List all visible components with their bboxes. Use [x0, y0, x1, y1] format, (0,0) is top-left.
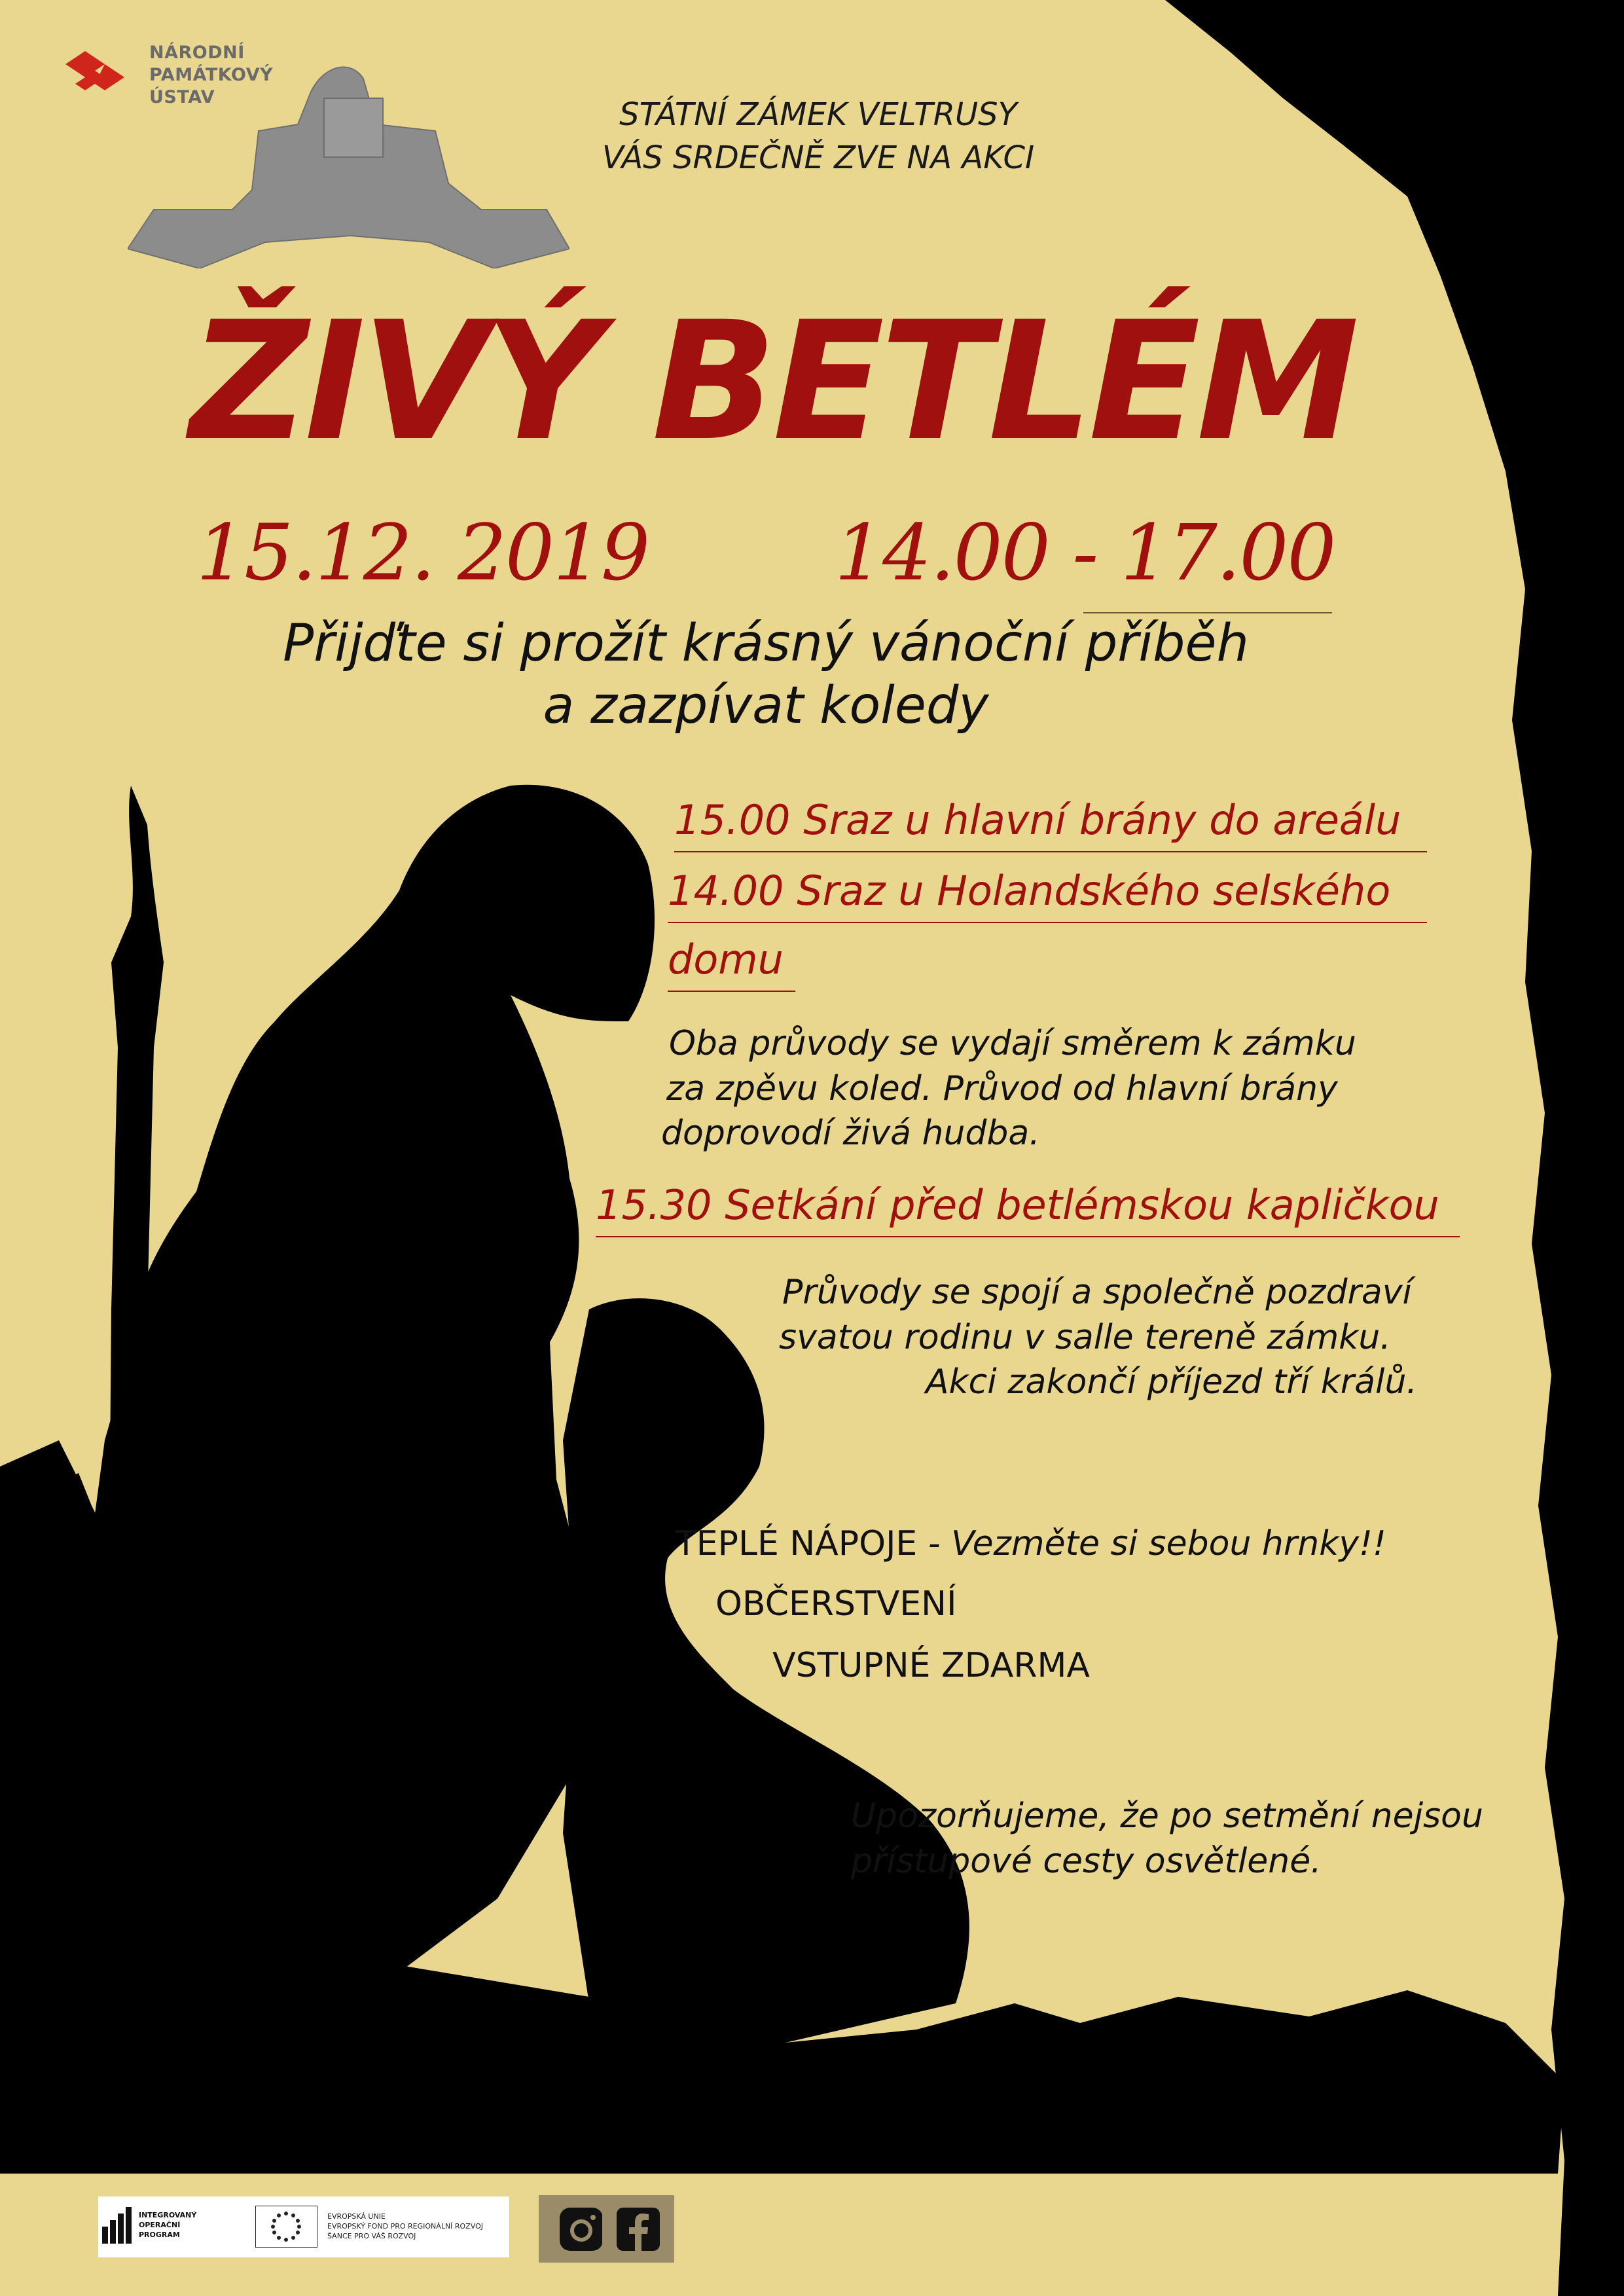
eu-text — [327, 2212, 483, 2242]
program-item-chapel: 15.30 Setkání před betlémskou kapličkou — [596, 1185, 1460, 1237]
program-note-processions — [661, 1021, 1356, 1156]
program-item-dutch-house: 14.00 Sraz u Holandského selského — [668, 871, 1427, 923]
subtitle-line: a zazpívat koledy — [543, 676, 989, 736]
warning-line: Upozorňujeme, že po setmění nejsou — [851, 1796, 1483, 1836]
eu-line: EVROPSKÁ UNIE — [327, 2212, 386, 2221]
note-line: svatou rodinu v salle tereně zámku. — [779, 1317, 1391, 1357]
note-line: doprovodí živá hudba. — [661, 1114, 1040, 1154]
event-date: 15.12. 2019 — [196, 507, 649, 598]
eu-line: ŠANCE PRO VÁŠ ROZVOJ — [327, 2231, 416, 2240]
facebook-link[interactable] — [602, 2195, 674, 2263]
program-item-dutch-house-cont: domu — [668, 939, 795, 992]
warning-line: přístupové cesty osvětlené. — [851, 1841, 1322, 1881]
funding-logos-bar — [98, 2196, 509, 2257]
event-time: 14.00 - 17.00 — [835, 507, 1335, 598]
subtitle-line: Přijďte si prožít krásný vánoční příběh — [283, 614, 1249, 673]
eu-flag-icon — [255, 2206, 317, 2248]
instagram-icon — [557, 2205, 605, 2253]
program-item-main-gate: 15.00 Sraz u hlavní brány do areálu — [674, 800, 1427, 852]
op-line: OPERAČNÍ — [139, 2220, 181, 2229]
npu-line: ÚSTAV — [149, 86, 215, 107]
npu-line: NÁRODNÍ — [149, 43, 245, 63]
facebook-icon — [614, 2205, 662, 2253]
drinks-line — [676, 1524, 1386, 1563]
snacks-label: OBČERSTVENÍ — [715, 1584, 957, 1624]
drinks-label: TEPLÉ NÁPOJE — [676, 1524, 918, 1563]
note-line: Akci zakončí příjezd tří králů. — [925, 1362, 1417, 1402]
op-line: INTEGROVANÝ — [139, 2211, 197, 2219]
invite-line: VÁS SRDEČNĚ ZVE NA AKCI — [602, 139, 1035, 177]
npu-line: PAMÁTKOVÝ — [149, 64, 274, 85]
program-note-holy-family — [779, 1270, 1453, 1405]
op-text — [139, 2211, 196, 2240]
npu-logo-icon — [59, 45, 137, 97]
castle-illustration — [128, 52, 569, 268]
entry-label: VSTUPNÉ ZDARMA — [772, 1646, 1090, 1685]
op-line: PROGRAM — [139, 2230, 180, 2239]
event-subtitle — [209, 613, 1322, 737]
event-title: ŽIVÝ BETLÉM — [190, 286, 1356, 477]
op-bars-icon — [102, 2207, 132, 2244]
eu-line: EVROPSKÝ FOND PRO REGIONÁLNÍ ROZVOJ — [327, 2221, 483, 2231]
note-line: Průvody se spojí a společně pozdraví — [782, 1273, 1412, 1312]
note-line: Oba průvody se vydají směrem k zámku — [669, 1024, 1356, 1063]
invitation-text — [556, 93, 1080, 179]
drinks-note: - Vezměte si sebou hrnky!! — [928, 1524, 1386, 1563]
warning-text — [851, 1794, 1483, 1884]
note-line: za zpěvu koled. Průvod od hlavní brány — [666, 1068, 1338, 1108]
invite-line: STÁTNÍ ZÁMEK VELTRUSY — [619, 96, 1017, 133]
